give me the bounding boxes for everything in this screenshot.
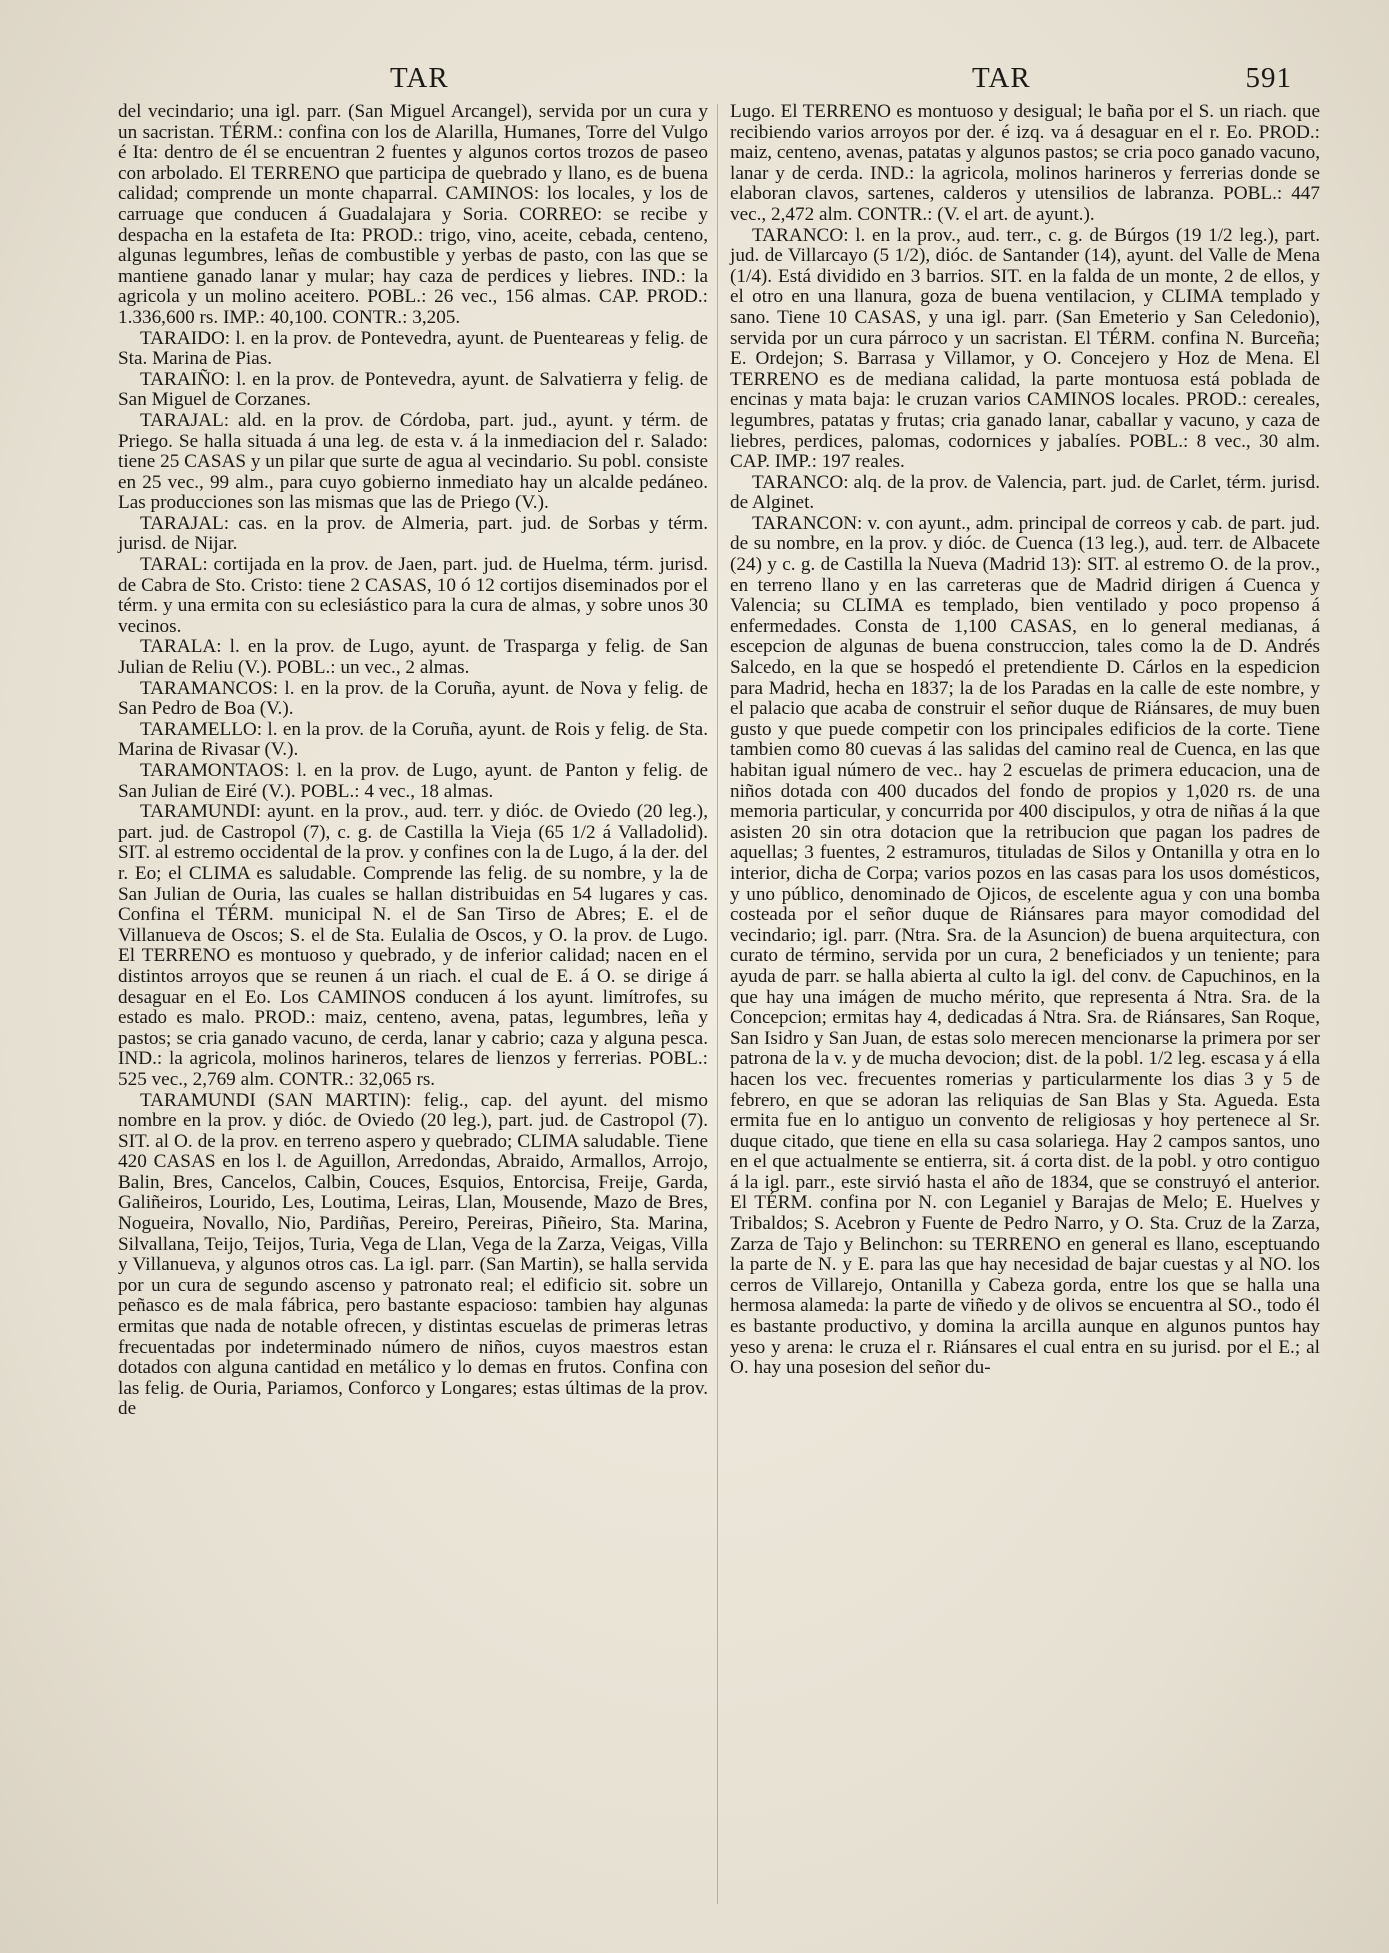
left-running-title: TAR <box>390 62 449 94</box>
entry-taraino: TARAIÑO: l. en la prov. de Pontevedra, ayunt. de Salvatierra y felig. de San Miguel de Corzanes. <box>118 368 708 411</box>
column-divider <box>717 104 718 1904</box>
entry-tarajal-cordoba: TARAJAL: ald. en la prov. de Córdoba, part. jud., ayunt. y térm. de Priego. Se halla situada á una leg. de esta v. á la inmediacion del r. Salado: tiene 25 CASAS y un pilar que surte de agua al vecindario. Su pobl. consiste en 25 vec., 99 alm., para cuyo gobierno inmediato hay un alcalde pedáneo. Las producciones son las mismas que las de Priego (V.). <box>118 409 708 514</box>
entry-tarajal-almeria: TARAJAL: cas. en la prov. de Almeria, part. jud. de Sorbas y térm. jurisd. de Nijar. <box>118 512 708 555</box>
left-column <box>118 102 708 1420</box>
entry-taramundi-ayunt: TARAMUNDI: ayunt. en la prov., aud. terr. y dióc. de Oviedo (20 leg.), part. jud. de Castropol (7), c. g. de Castilla la Vieja (65 1/2 á Valladolid). SIT. al estremo occidental de la prov. y confines con la de Lugo, á la der. del r. Eo; el CLIMA es saludable. Comprende las felig. de su nombre, y la de San Julian de Ouria, las cuales se hallan distribuidas en 54 lugares y cas. Confina el TÉRM. municipal N. el de San Tirso de Abres; E. el de Villanueva de Oscos; S. el de Sta. Eulalia de Oscos, y O. la prov. de Lugo. El TERRENO es montuoso y quebrado, y de inferior calidad; nacen en el distintos arroyos que se reunen á un riach. el cual de E. á O. se dirige á desaguar en el Eo. Los CAMINOS conducen á los ayunt. limítrofes, su estado es malo. PROD.: maiz, centeno, avena, patas, legumbres, leña y pastos; se cria ganado vacuno, de cerda, lanar y cabrio; caza y alguna pesca. IND.: la agricola, molinos harineros, telares de lienzos y ferrerias. POBL.: 525 vec., 2,769 alm. CONTR.: 32,065 rs. <box>118 801 708 1090</box>
entry-continuation: Lugo. El TERRENO es montuoso y desigual; le baña por el S. un riach. que recibiendo varios arroyos por der. é izq. va á desaguar en el r. Eo. PROD.: maiz, centeno, avenas, patatas y algunos pastos; se cria poco ganado vacuno, lanar y de cerda. IND.: la agricola, molinos harineros y ferrerias donde se elaboran clavos, sartenes, calderos y utensilios de labranza. POBL.: 447 vec., 2,472 alm. CONTR.: (V. el art. de ayunt.). <box>730 101 1320 225</box>
entry-taramundi-san-martin: TARAMUNDI (SAN MARTIN): felig., cap. del ayunt. del mismo nombre en la prov. y dióc. de Oviedo (20 leg.), part. jud. de Castropol (7). SIT. al O. de la prov. en terreno aspero y quebrado; CLIMA saludable. Tiene 420 CASAS en los l. de Aguillon, Arredondas, Abraido, Armallos, Arrojo, Balin, Bres, Cancelos, Calbin, Couces, Esquios, Entorcisa, Freije, Garda, Galiñeiros, Lourido, Les, Loutima, Leiras, Llan, Mousende, Mazo de Bres, Nogueira, Novallo, Nio, Pardiñas, Pereiro, Pereiras, Piñeiro, Sta. Marina, Silvallana, Teijo, Teijos, Turia, Vega de Llan, Vega de la Zarza, Veigas, Villa y Villanueva, y algunos otros cas. La igl. parr. (San Martin), se halla servida por un cura de segundo ascenso y patronato real; el edificio sit. sobre un peñasco es de mala fábrica, pero bastante espacioso: tambien hay algunas ermitas que nada de notable ofrecen, y distintas escuelas de primeras letras frecuentadas por indeterminado número de niños, cuyos maestros estan dotados con alguna cantidad en metálico y lo demas en frutos. Confina con las felig. de Ouria, Pariamos, Conforco y Longares; estas últimas de la prov. de <box>118 1089 708 1420</box>
entry-tarala: TARALA: l. en la prov. de Lugo, ayunt. de Trasparga y felig. de San Julian de Reliu (V.). POBL.: un vec., 2 almas. <box>118 636 708 679</box>
page-number: 591 <box>1245 62 1292 94</box>
entry-taranco-burgos: TARANCO: l. en la prov., aud. terr., c. g. de Búrgos (19 1/2 leg.), part. jud. de Villarcayo (5 1/2), dióc. de Santander (14), ayunt. del Valle de Mena (1/4). Está dividido en 3 barrios. SIT. en la falda de un monte, 2 de ellos, y el otro en una llanura, goza de buena ventilacion, y CLIMA templado y sano. Tiene 10 CASAS, y una igl. parr. (San Emeterio y San Celedonio), servida por un cura párroco y un sacristan. El TÉRM. confina N. Burceña; E. Ordejon; S. Barrasa y Villamor, y O. Concejero y Hoz de Mena. El TERRENO es de mediana calidad, la parte montuosa está poblada de encinas y mata baja: le cruzan varios CAMINOS locales. PROD.: cereales, legumbres, patatas y frutas; cria ganado lanar, caballar y vacuno, y caza de liebres, perdices, palomas, codornices y jabalíes. POBL.: 8 vec., 30 alm. CAP. IMP.: 197 reales. <box>730 224 1320 473</box>
entry-taramontaos: TARAMONTAOS: l. en la prov. de Lugo, ayunt. de Panton y felig. de San Julian de Eiré (V.). POBL.: 4 vec., 18 almas. <box>118 760 708 802</box>
entry-tarancon: TARANCON: v. con ayunt., adm. principal de correos y cab. de part. jud. de su nombre, en la prov. y dióc. de Cuenca (13 leg.), aud. terr. de Albacete (24) y c. g. de Castilla la Nueva (Madrid 13): SIT. al estremo O. de la prov., en terreno llano y en las carreteras que de Madrid dirigen á Cuenca y Valencia; su CLIMA es templado, bien ventilado y poco propenso á enfermedades. Consta de 1,100 CASAS, en lo general medianas, á escepcion de algunas de buena construccion, tales como la de D. Andrés Salcedo, en la que se hospedó el pretendiente D. Cárlos en la espedicion para Madrid, hecha en 1837; la de los Paradas en la calle de este nombre, y el palacio que acaba de construir el señor duque de Riánsares, de muy buen gusto y que puede competir con los principales edificios de la corte. Tiene tambien como 80 cuevas á las salidas del camino real de Cuenca, en las que habitan igual número de vec.. hay 2 escuelas de primera educacion, una de niños dotada con 400 ducados del fondo de propios y 1,020 rs. de una memoria particular, y concurrida por 400 discipulos, y otra de niñas á la que asisten 20 sin otra dotacion que la retribucion que pagan los padres de aquellas; 3 fuentes, 2 estramuros, tituladas de Silos y Ontanilla y otra en lo interior, dicha de Corpa; varios pozos en las casas para los usos domésticos, y uno público, denominado de Ojicos, de escelente agua y con una bomba costeada por el señor duque de Riánsares para mayor comodidad del vecindario; igl. parr. (Ntra. Sra. de la Asuncion) de buena arquitectura, con curato de término, servida por un cura, 2 beneficiados y un teniente; para ayuda de parr. se halla abierta al culto la igl. del conv. de Capuchinos, en la que hay una imágen de mucho mérito, que representa á Ntra. Sra. de la Concepcion; ermitas hay 4, dedicadas á Ntra. Sra. de Riánsares, San Roque, San Isidro y San Juan, de estas solo merecen mencionarse la primera por ser patrona de la v. y de mucha devocion; dist. de la pobl. 1/2 leg. escasa y á ella hacen los vec. frecuentes romerias y particularmente los dias 3 y 5 de febrero, en que se adoran las reliquias de San Blas y Sta. Agueda. Esta ermita fue en lo antiguo un convento de religiosas y hoy pertenece al Sr. duque citado, que tiene en ella su casa solariega. Hay 2 campos santos, uno en el que actualmente se entierra, sit. á corta dist. de la pobl. y otro contiguo á la igl. parr., este sirvió hasta el año de 1834, que se construyó el anterior. El TÉRM. confina por N. con Leganiel y Barajas de Melo; E. Huelves y Tribaldos; S. Acebron y Fuente de Pedro Narro, y O. Sta. Cruz de la Zarza, Zarza de Tajo y Belinchon: su TERRENO en general es llano, esceptuando la parte de N. y E. para las que hay necesidad de bajar cuestas y al NO. los cerros de Villarejo, Ontanilla y Cabeza gorda, entre los que se halla una hermosa alameda: la parte de viñedo y de olivos se encuentra al SO., todo él es bastante productivo, y domina la arcilla aunque en algunos puntos hay yeso y arena: le cruza el r. Riánsares el cual entra en su jurisd. por el E.; al O. hay una posesion del señor du- <box>730 512 1320 1379</box>
right-column <box>730 102 1320 1379</box>
entry-continuation: del vecindario; una igl. parr. (San Miguel Arcangel), servida por un cura y un sacristan. TÉRM.: confina con los de Alarilla, Humanes, Torre del Vulgo é Ita: dentro de él se encuentran 2 fuentes y algunos cortos trozos de paseo con arbolado. El TERRENO que participa de quebrado y llano, es de buena calidad; comprende un monte chaparral. CAMINOS: los locales, y los de carruage que conducen á Guadalajara y Soria. CORREO: se recibe y despacha en la estafeta de Ita: PROD.: trigo, vino, aceite, cebada, centeno, algunas legumbres, leñas de combustible y yerbas de pasto, con las que se mantiene ganado lanar y mular; hay caza de perdices y liebres. IND.: la agricola y un molino aceitero. POBL.: 26 vec., 156 almas. CAP. PROD.: 1.336,600 rs. IMP.: 40,100. CONTR.: 3,205. <box>118 101 708 328</box>
entry-taranco-valencia: TARANCO: alq. de la prov. de Valencia, part. jud. de Carlet, térm. jurisd. de Alginet. <box>730 471 1320 514</box>
entry-taramancos: TARAMANCOS: l. en la prov. de la Coruña, ayunt. de Nova y felig. de San Pedro de Boa (V.). <box>118 677 708 720</box>
entry-taramello: TARAMELLO: l. en la prov. de la Coruña, ayunt. de Rois y felig. de Sta. Marina de Rivasar (V.). <box>118 718 708 761</box>
entry-taraido: TARAIDO: l. en la prov. de Pontevedra, ayunt. de Puenteareas y felig. de Sta. Marina de Pias. <box>118 327 708 370</box>
page-header <box>112 62 1292 102</box>
right-running-title: TAR <box>972 62 1031 94</box>
entry-taral: TARAL: cortijada en la prov. de Jaen, part. jud. de Huelma, térm. jurisd. de Cabra de Sto. Cristo: tiene 2 CASAS, 10 ó 12 cortijos diseminados por el térm. y una ermita con su eclesiástico para la cura de almas, y sobre unos 30 vecinos. <box>118 554 708 637</box>
